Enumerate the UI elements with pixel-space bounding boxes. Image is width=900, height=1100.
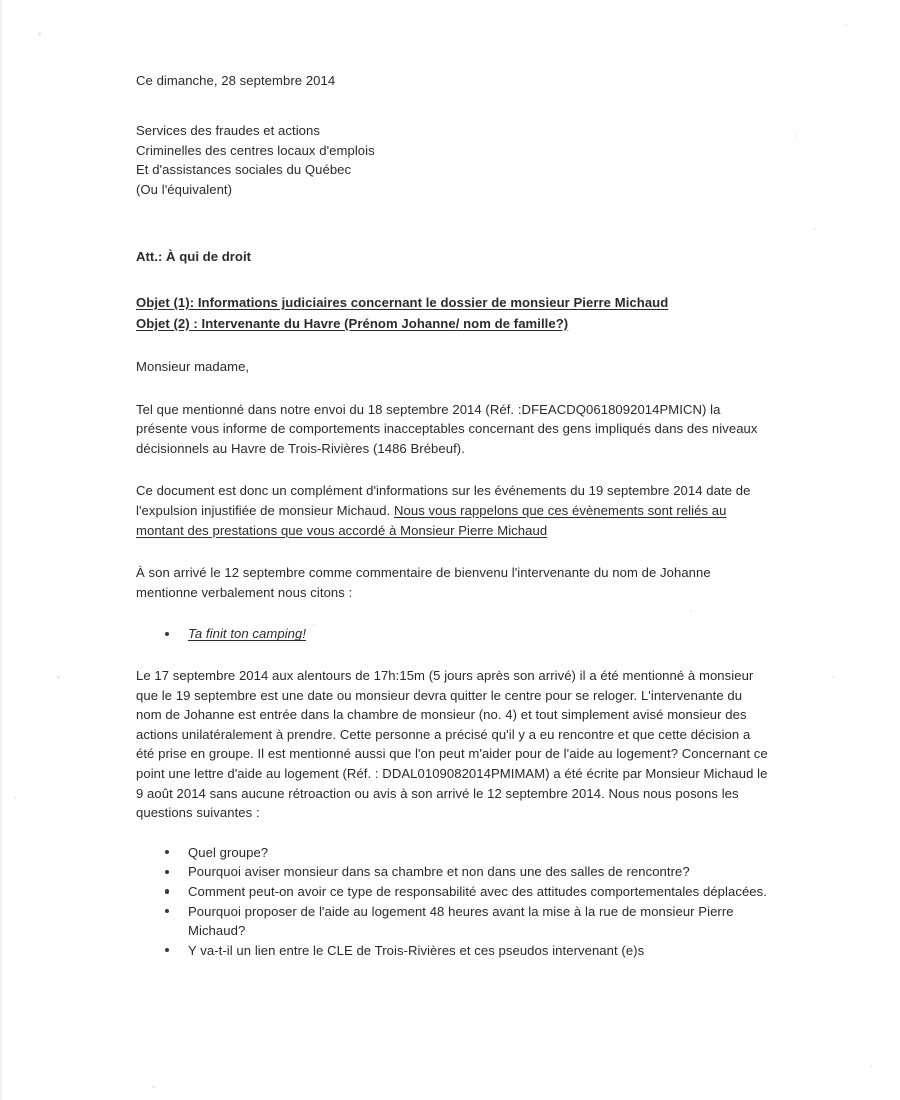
list-item [136, 941, 770, 961]
question-text: Quel groupe? [188, 844, 269, 860]
question-text: Comment peut-on avoir ce type de responsabilité avec des attitudes comportementales déplacées. [188, 883, 767, 899]
question-text: Pourquoi aviser monsieur dans sa chambre et non dans une des salles de rencontre? [188, 864, 690, 880]
list-item [136, 843, 770, 863]
scan-speck [37, 32, 41, 37]
recipient-line-4: (Ou l'équivalent) [136, 181, 233, 197]
paragraph-1: Tel que mentionné dans notre envoi du 18 septembre 2014 (Réf. :DFEACDQ0618092014PMICN) la présente vous informe de comportements inacceptables concernant des gens impliqués dans des niveaux décisionnels au Havre de Trois-Rivières (1486 Brébeuf). [136, 401, 758, 456]
question-bullet-list [136, 843, 770, 961]
question-text: Pourquoi proposer de l'aide au logement 48 heures avant la mise à la rue de monsieur Pierre Michaud? [188, 903, 734, 939]
scan-speck [845, 24, 847, 26]
subject-line-2: Objet (2) : Intervenante du Havre (Prénom Johanne/ nom de famille?) [136, 315, 569, 331]
list-item [136, 624, 770, 644]
scan-speck [14, 797, 16, 799]
bullet-dot-icon [165, 850, 169, 854]
scan-speck [832, 676, 834, 678]
bullet-dot-icon [165, 889, 169, 893]
bullet-dot-icon [165, 632, 169, 636]
recipient-line-1: Services des fraudes et actions [136, 123, 320, 139]
scan-speck [870, 1065, 872, 1067]
scan-speck [57, 676, 60, 679]
salutation: Monsieur madame, [136, 359, 250, 375]
paragraph-2 [136, 481, 770, 540]
scan-speck [795, 135, 797, 137]
paragraph-2-plain: Ce document est donc un complément d'informations sur les événements du 19 septembre 2014 date de l'expulsion injustifiée de monsieur Michaud. [136, 483, 751, 519]
bullet-dot-icon [165, 909, 169, 913]
list-item [136, 902, 770, 941]
list-item [136, 862, 770, 882]
scan-edge [0, 0, 3, 1100]
subject-block [136, 293, 770, 334]
recipient-line-3: Et d'assistances sociales du Québec [136, 162, 352, 178]
question-text: Y va-t-il un lien entre le CLE de Trois-Rivières et ces pseudos intervenant (e)s [188, 942, 645, 958]
scan-speck [152, 1085, 155, 1088]
bullet-dot-icon [165, 948, 169, 952]
list-item [136, 882, 770, 902]
paragraph-3: À son arrivé le 12 septembre comme commentaire de bienvenu l'intervenante du nom de Johanne mentionne verbalement nous citons : [136, 565, 711, 600]
subject-line-1: Objet (1): Informations judiciaires concernant le dossier de monsieur Pierre Michaud [136, 295, 669, 311]
quote-bullet-list [136, 624, 770, 644]
attention-line: Att.: À qui de droit [136, 249, 252, 265]
bullet-dot-icon [165, 870, 169, 874]
quote-text: Ta finit ton camping! [188, 626, 307, 642]
paragraph-4: Le 17 septembre 2014 aux alentours de 17h:15m (5 jours après son arrivé) il a été mentionné à monsieur que le 19 septembre est une date ou monsieur devra quitter le centre pour se reloger. L'intervenante du nom de Johanne est entrée dans la chambre de monsieur (no. 4) et tout simplement avisé monsieur des actions unilatéralement à prendre. Cette personne a précisé qu'il y a eu rencontre et que cette décision a été prise en groupe. Il est mentionné aussi que l'on peut m'aider pour de l'aide au logement? Concernant ce point une lettre d'aide au logement (Réf. : DDAL0109082014PMIMAM) a été écrite par Monsieur Michaud le 9 août 2014 sans aucune rétroaction ou avis à son arrivé le 12 septembre 2014. Nous nous posons les questions suivantes : [136, 668, 768, 821]
scan-speck [814, 228, 816, 230]
letter-body [136, 71, 770, 960]
paragraph-2-underlined: Nous vous rappelons que ces évènements sont reliés au montant des prestations que vous accordé à Monsieur Pierre Michaud [136, 503, 727, 538]
letter-date: Ce dimanche, 28 septembre 2014 [136, 73, 336, 88]
recipient-address-block [136, 121, 770, 199]
recipient-line-2: Criminelles des centres locaux d'emplois [136, 142, 375, 158]
